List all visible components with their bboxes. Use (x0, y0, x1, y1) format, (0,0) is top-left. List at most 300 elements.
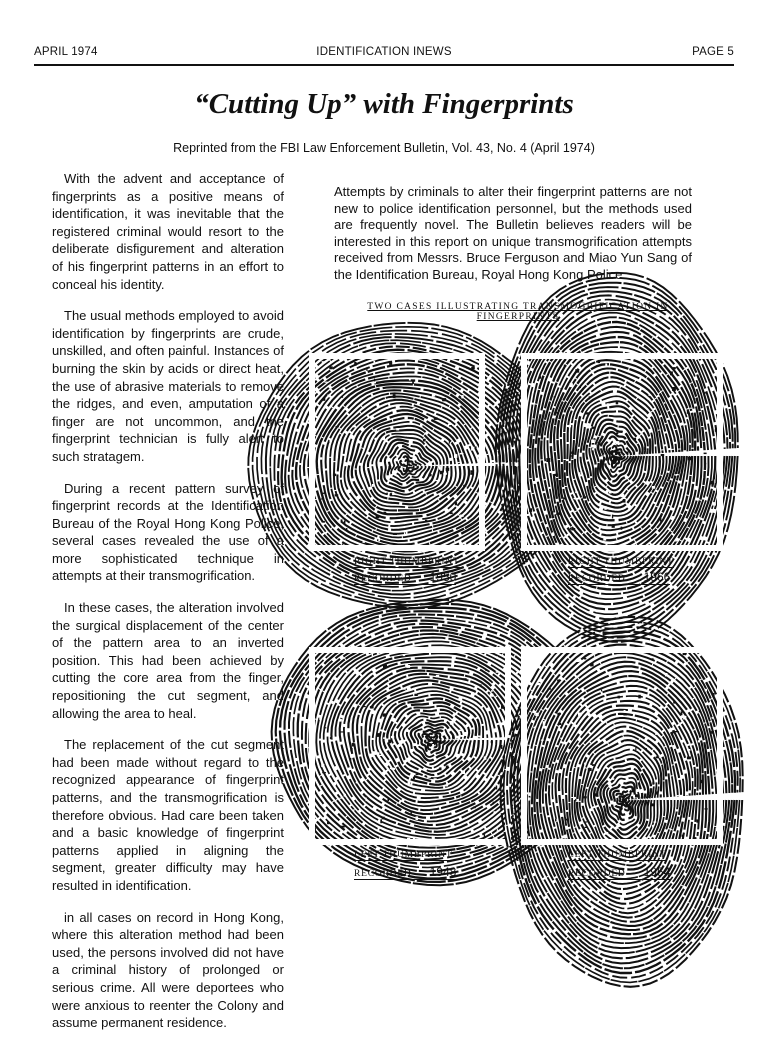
fingerprint-noise (340, 798, 342, 799)
fingerprint-image-right-1950 (312, 356, 482, 548)
fingerprint-noise (568, 425, 571, 427)
fingerprint-noise (383, 713, 387, 716)
fingerprint-noise (415, 367, 419, 371)
fingerprint-image (312, 650, 508, 842)
fingerprint-noise (584, 658, 587, 660)
issue-date: APRIL 1974 (34, 46, 98, 58)
fingerprint-noise (683, 653, 686, 655)
fingerprint-noise (460, 795, 461, 797)
fingerprint-noise (555, 819, 557, 822)
fingerprint-noise (338, 719, 342, 722)
fingerprint-noise (416, 774, 419, 775)
fingerprint-noise (656, 791, 659, 794)
fingerprint-noise (383, 665, 387, 669)
fingerprint-noise (374, 379, 375, 382)
fingerprint-noise (673, 367, 676, 369)
fingerprint-noise (353, 809, 354, 810)
fingerprint-noise (461, 395, 463, 398)
fingerprint-noise (605, 363, 607, 367)
fingerprint-image-right-1966 (524, 356, 720, 548)
fingerprint-noise (342, 544, 343, 545)
fingerprint-noise (624, 741, 626, 743)
fingerprint-noise (436, 675, 439, 678)
fingerprint-noise (389, 362, 392, 365)
fingerprint-noise (554, 412, 558, 413)
print-recorded: RECORDED 1954 (568, 865, 671, 879)
fingerprint-noise (651, 658, 653, 660)
fingerprint-noise (586, 412, 590, 414)
fingerprint-noise (621, 527, 623, 530)
fingerprint-noise (459, 541, 461, 543)
fingerprint-noise (433, 395, 435, 397)
fingerprint-noise (425, 520, 427, 523)
print-label: LEFT THUMBPRINT (354, 850, 453, 860)
fingerprint-noise (712, 717, 714, 719)
fingerprint-noise (450, 512, 453, 514)
fingerprint-noise (578, 713, 582, 716)
fingerprint-noise (322, 493, 326, 494)
fingerprint-noise (323, 397, 326, 400)
fingerprint-noise (459, 730, 462, 732)
page-number: PAGE 5 (692, 46, 734, 58)
fingerprint-noise (665, 673, 668, 676)
fingerprint-noise (484, 756, 487, 759)
fingerprint-noise (375, 438, 378, 440)
fingerprint-noise (565, 819, 567, 821)
fingerprint-noise (330, 737, 333, 739)
fingerprint-noise (413, 408, 416, 409)
fingerprint-noise (533, 667, 536, 669)
fingerprint-noise (616, 402, 619, 405)
fingerprint-noise (552, 401, 554, 402)
fingerprint-noise (370, 706, 374, 709)
fingerprint-noise (442, 398, 446, 401)
fingerprint-noise (575, 492, 578, 493)
fingerprint-noise (393, 533, 397, 535)
fingerprint-noise (490, 694, 494, 697)
fingerprint-noise (336, 426, 339, 427)
fingerprint-noise (574, 498, 578, 500)
fingerprint-noise (491, 690, 493, 692)
fingerprint-noise (404, 416, 407, 420)
fingerprint-noise (356, 782, 358, 784)
fingerprint-noise (543, 721, 546, 725)
fingerprint-noise (638, 695, 641, 699)
fingerprint-noise (377, 733, 380, 737)
fingerprint-noise (454, 454, 457, 458)
fingerprint-noise (403, 467, 405, 468)
fingerprint-noise (696, 819, 698, 822)
fingerprint-noise (637, 780, 639, 782)
fingerprint-noise (646, 802, 647, 806)
fingerprint-noise (541, 740, 544, 741)
fingerprint-noise (385, 497, 386, 498)
fingerprint-noise (470, 470, 473, 472)
fingerprint-noise (672, 387, 676, 391)
print-recorded: RECORDED 1948 (354, 865, 457, 879)
fingerprint-noise (416, 816, 419, 820)
fingerprint-noise (485, 670, 487, 671)
fingerprint-noise (372, 653, 373, 657)
editor-intro: Attempts by criminals to alter their fingerprint patterns are not new to police identification personnel, but the methods used are frequently novel. The Bulletin believes readers will be interested in this report on unique transmogrification attempts received from Messrs. Bruce Ferguson and Miao Yun Sang of the Identification Bureau, Royal Hong Kong Police. (334, 184, 692, 282)
fingerprint-noise (439, 767, 441, 770)
fingerprint-noise (470, 472, 474, 475)
fingerprint-noise (401, 466, 403, 469)
fingerprint-noise (393, 394, 396, 398)
fingerprint-noise (541, 667, 542, 671)
fingerprint-noise (554, 396, 556, 398)
fingerprint-noise (570, 528, 571, 530)
print-year: 1954 (643, 865, 671, 879)
fingerprint-noise (414, 694, 417, 696)
fingerprint-noise (612, 525, 615, 528)
fingerprint-noise (626, 452, 629, 454)
fingerprint-noise (690, 408, 693, 409)
fingerprint-noise (589, 452, 590, 456)
fingerprint-noise (334, 782, 337, 785)
fingerprint-noise (614, 729, 616, 731)
fingerprint-noise (344, 794, 346, 797)
fingerprint-noise (413, 769, 414, 770)
fingerprint-noise (321, 498, 322, 499)
figure-caption: TWO CASES ILLUSTRATING TRANSMOGRIFICATION IN FINGERPRINTS (367, 302, 669, 322)
fingerprint-noise (675, 540, 677, 541)
fingerprint-noise (395, 458, 398, 461)
paragraph: The usual methods employed to avoid identification by fingerprints are crude, unskilled, and often painful. Instances of burning the skin by acids or direct heat, the use of abrasive materials to remove the ridges, and even, amputation of a finger are not uncommon, and the fingerprint technician is fully alert to such stratagem. (52, 308, 284, 464)
fingerprint-noise (528, 797, 529, 800)
paragraph: In these cases, the alteration involved the surgical displacement of the center of the pattern area to an inverted position. This had been achieved by cutting the core area from the finger, repositioning the cut segment, and allowing the area to heal. (52, 600, 284, 721)
fingerprint-noise (678, 376, 681, 378)
fingerprint-noise (618, 681, 620, 685)
fingerprint-noise (388, 798, 390, 801)
fingerprint-noise (460, 515, 464, 517)
fingerprint-noise (372, 751, 376, 755)
fingerprint-noise (330, 439, 332, 443)
fingerprint-noise (705, 808, 708, 810)
fingerprint-noise (661, 454, 665, 456)
fingerprint-noise (539, 376, 541, 379)
fingerprint-noise (432, 744, 434, 748)
fingerprint-noise (420, 424, 423, 427)
fingerprint-noise (605, 832, 608, 835)
fingerprint-noise (552, 532, 555, 536)
fingerprint-noise (664, 402, 666, 404)
fingerprint-noise (388, 466, 391, 469)
fingerprint-noise (654, 822, 657, 823)
print-year: 1966 (643, 570, 671, 584)
fingerprint-noise (571, 452, 574, 455)
fingerprint-noise (670, 371, 673, 375)
fingerprint-noise (564, 525, 566, 527)
fingerprint-noise (676, 474, 679, 475)
fingerprint-noise (413, 777, 415, 779)
fingerprint-noise (700, 780, 703, 783)
fingerprint-noise (446, 762, 447, 764)
fingerprint-noise (660, 518, 662, 522)
fingerprint-noise (322, 772, 326, 773)
fingerprint-noise (586, 425, 590, 428)
fingerprint-noise (687, 757, 691, 760)
fingerprint-noise (350, 748, 352, 751)
fingerprint-noise (341, 826, 345, 828)
fingerprint-noise (496, 786, 498, 790)
fingerprint-noise (603, 538, 606, 541)
print-label: RIGHT THUMBPRINT (568, 557, 674, 567)
fingerprint-noise (688, 457, 691, 461)
fingerprint-noise (342, 401, 343, 402)
fingerprint-noise (583, 796, 587, 798)
fingerprint-noise (675, 731, 679, 732)
fingerprint-noise (439, 466, 441, 470)
fingerprint-noise (592, 427, 595, 429)
fingerprint-noise (453, 488, 455, 489)
fingerprint-noise (484, 834, 485, 838)
fingerprint-noise (344, 470, 345, 474)
fingerprint-noise (366, 367, 367, 371)
fingerprint-noise (673, 701, 675, 704)
fingerprint-noise (460, 453, 464, 455)
fingerprint-noise (556, 512, 560, 515)
fingerprint-noise (594, 445, 597, 449)
fingerprint-noise (352, 425, 356, 427)
fingerprint-noise (592, 764, 596, 766)
fingerprint-noise (575, 799, 576, 801)
fingerprint-noise (672, 730, 673, 733)
fingerprint-noise (392, 492, 394, 495)
fingerprint-noise (555, 474, 558, 476)
fingerprint-noise (445, 785, 448, 787)
fingerprint-noise (366, 798, 367, 802)
fingerprint-noise (556, 761, 560, 762)
fingerprint-noise (496, 671, 499, 673)
fingerprint-noise (570, 383, 573, 387)
fingerprint-noise (471, 447, 474, 451)
fingerprint-noise (534, 377, 535, 379)
fingerprint-noise (435, 480, 439, 481)
fingerprint-noise (644, 748, 647, 749)
fingerprint-noise (622, 799, 625, 802)
fingerprint-noise (429, 734, 430, 738)
fingerprint-noise (371, 671, 373, 673)
fingerprint-noise (475, 447, 477, 449)
fingerprint-noise (623, 499, 626, 503)
fingerprint-noise (699, 711, 702, 712)
fingerprint-noise (449, 440, 450, 444)
fingerprint-noise (585, 827, 588, 828)
fingerprint-noise (324, 382, 327, 383)
fingerprint-noise (705, 463, 707, 464)
fingerprint-noise (529, 792, 531, 796)
fingerprint-noise (376, 752, 379, 754)
fingerprint-noise (501, 706, 504, 709)
fingerprint-noise (672, 516, 676, 518)
fingerprint-noise (682, 835, 683, 837)
paragraph: The replacement of the cut segment had been made without regard to the recognized appearance of fingerprint patterns, and the transmogrification is therefore obvious. Had care been taken and a basic knowledge of fingerprint patterns applied in aligning the segment, greater difficulty may have resulted in identification. (52, 737, 284, 893)
fingerprint-noise (324, 727, 327, 728)
fingerprint-noise (602, 785, 604, 788)
fingerprint-noise (323, 521, 325, 523)
fingerprint-noise (588, 768, 592, 771)
fingerprint-noise (501, 745, 502, 749)
fingerprint-noise (590, 663, 594, 666)
fingerprint-noise (333, 474, 336, 477)
fingerprint-noise (440, 471, 444, 475)
fingerprint-noise (715, 370, 717, 374)
fingerprint-noise (432, 836, 433, 839)
fingerprint-noise (335, 494, 339, 496)
paragraph: During a recent pattern survey of fingerprint records at the Identification Bureau of the Royal Hong Kong Police, several cases revealed the use of a more sophisticated technique in attempts at their transmogrification. (52, 480, 284, 584)
fingerprint-noise (363, 706, 365, 707)
fingerprint-noise (710, 797, 712, 800)
fingerprint-noise (698, 517, 701, 519)
fingerprint-noise (635, 794, 639, 797)
fingerprint-noise (571, 528, 575, 530)
fingerprint-noise (529, 508, 532, 512)
fingerprint-noise (352, 743, 355, 747)
fingerprint-noise (712, 693, 714, 697)
fingerprint-noise (620, 494, 624, 497)
fingerprint-noise (333, 737, 335, 739)
fingerprint-noise (591, 440, 595, 443)
fingerprint-noise (652, 825, 654, 828)
fingerprint-noise (635, 746, 636, 750)
fingerprint-noise (616, 441, 620, 444)
fingerprint-noise (402, 688, 406, 690)
fingerprint-noise (455, 502, 457, 505)
fingerprint-noise (446, 766, 449, 769)
fingerprint-noise (579, 387, 581, 389)
print-year: 1950 (429, 570, 457, 584)
fingerprint-noise (655, 832, 657, 833)
fingerprint-noise (571, 455, 573, 457)
fingerprint-noise (434, 417, 438, 420)
fingerprint-noise (601, 690, 602, 692)
fingerprint-noise (557, 713, 561, 715)
fingerprint-noise (583, 821, 587, 822)
fingerprint-noise (446, 468, 450, 471)
fingerprint-noise (546, 458, 550, 462)
fingerprint-noise (350, 758, 351, 761)
fingerprint-noise (382, 817, 385, 820)
fingerprint-noise (687, 749, 690, 751)
fingerprint-noise (434, 778, 437, 780)
fingerprint-noise (652, 782, 654, 785)
fingerprint-image (524, 650, 720, 842)
fingerprint-noise (427, 744, 430, 746)
fingerprint-noise (564, 470, 566, 472)
print-label: RIGHT THUMBPRINT (354, 557, 460, 567)
fingerprint-noise (536, 683, 540, 685)
reprint-note: Reprinted from the FBI Law Enforcement Bulletin, Vol. 43, No. 4 (April 1974) (173, 141, 595, 155)
fingerprint-noise (391, 736, 394, 738)
fingerprint-noise (705, 689, 707, 692)
fingerprint-noise (703, 392, 707, 393)
fingerprint-noise (612, 778, 614, 780)
fingerprint-noise (378, 538, 380, 542)
fingerprint-noise (655, 734, 657, 735)
fingerprint-image (312, 356, 482, 548)
fingerprint-noise (354, 362, 356, 366)
fingerprint-noise (681, 711, 683, 715)
fingerprint-noise (450, 721, 454, 725)
fingerprint-noise (441, 478, 442, 480)
fingerprint-noise (493, 802, 494, 805)
fingerprint-noise (652, 486, 655, 489)
fingerprint-noise (535, 726, 536, 727)
fingerprint-noise (547, 789, 548, 792)
fingerprint-noise (710, 481, 713, 485)
fingerprint-noise (491, 741, 493, 743)
fingerprint-image-left-1948 (312, 650, 508, 842)
fingerprint-noise (684, 696, 687, 698)
fingerprint-noise (689, 451, 692, 455)
fingerprint-noise (329, 366, 332, 369)
paragraph: in all cases on record in Hong Kong, where this alteration method had been used, the persons involved did not have a criminal history of prolonged or serious crime. All were deportees who were anxious to reenter the Colony and assume permanent residence. (52, 909, 284, 1031)
fingerprint-noise (598, 442, 601, 445)
fingerprint-noise (589, 396, 590, 399)
fingerprint-noise (618, 825, 620, 827)
fingerprint-noise (383, 737, 386, 739)
fingerprint-noise (563, 498, 566, 500)
fingerprint-noise (386, 493, 387, 495)
fingerprint-noise (382, 437, 385, 441)
fingerprint-noise (712, 502, 716, 506)
fingerprint-noise (384, 512, 387, 515)
fingerprint-noise (320, 457, 322, 459)
fingerprint-noise (446, 832, 447, 835)
fingerprint-noise (656, 756, 660, 758)
fingerprint-noise (683, 716, 686, 720)
fingerprint-noise (604, 455, 606, 457)
fingerprint-noise (346, 528, 347, 531)
fingerprint-noise (470, 738, 474, 740)
fingerprint-noise (535, 713, 539, 716)
fingerprint-noise (341, 519, 343, 522)
header-rule (34, 64, 734, 66)
fingerprint-noise (471, 367, 475, 369)
fingerprint-noise (372, 484, 374, 487)
fingerprint-noise (607, 403, 610, 405)
fingerprint-noise (467, 367, 469, 369)
fingerprint-noise (390, 768, 394, 770)
fingerprint-noise (411, 811, 412, 814)
fingerprint-noise (406, 531, 408, 535)
fingerprint-noise (564, 365, 566, 367)
fingerprint-noise (443, 473, 447, 475)
fingerprint-noise (612, 515, 613, 519)
fingerprint-noise (489, 759, 491, 762)
print-recorded: RECORDED 1950 (354, 570, 457, 584)
fingerprint-noise (327, 822, 330, 825)
fingerprint-noise (429, 474, 432, 476)
fingerprint-noise (341, 731, 344, 732)
fingerprint-noise (412, 380, 414, 384)
fingerprint-noise (649, 393, 651, 395)
fingerprint-noise (380, 819, 382, 823)
fingerprint-noise (592, 448, 594, 450)
fingerprint-noise (530, 706, 532, 707)
article-title: “Cutting Up” with Fingerprints (194, 88, 574, 120)
fingerprint-noise (584, 763, 586, 765)
fingerprint-noise (652, 803, 655, 806)
fingerprint-noise (644, 447, 646, 451)
fingerprint-noise (548, 688, 551, 690)
fingerprint-noise (575, 369, 579, 373)
fingerprint-image-left-1954 (524, 650, 720, 842)
fingerprint-noise (583, 496, 586, 499)
fingerprint-noise (578, 472, 580, 476)
publication-name: IDENTIFICATION INEWS (316, 46, 452, 58)
